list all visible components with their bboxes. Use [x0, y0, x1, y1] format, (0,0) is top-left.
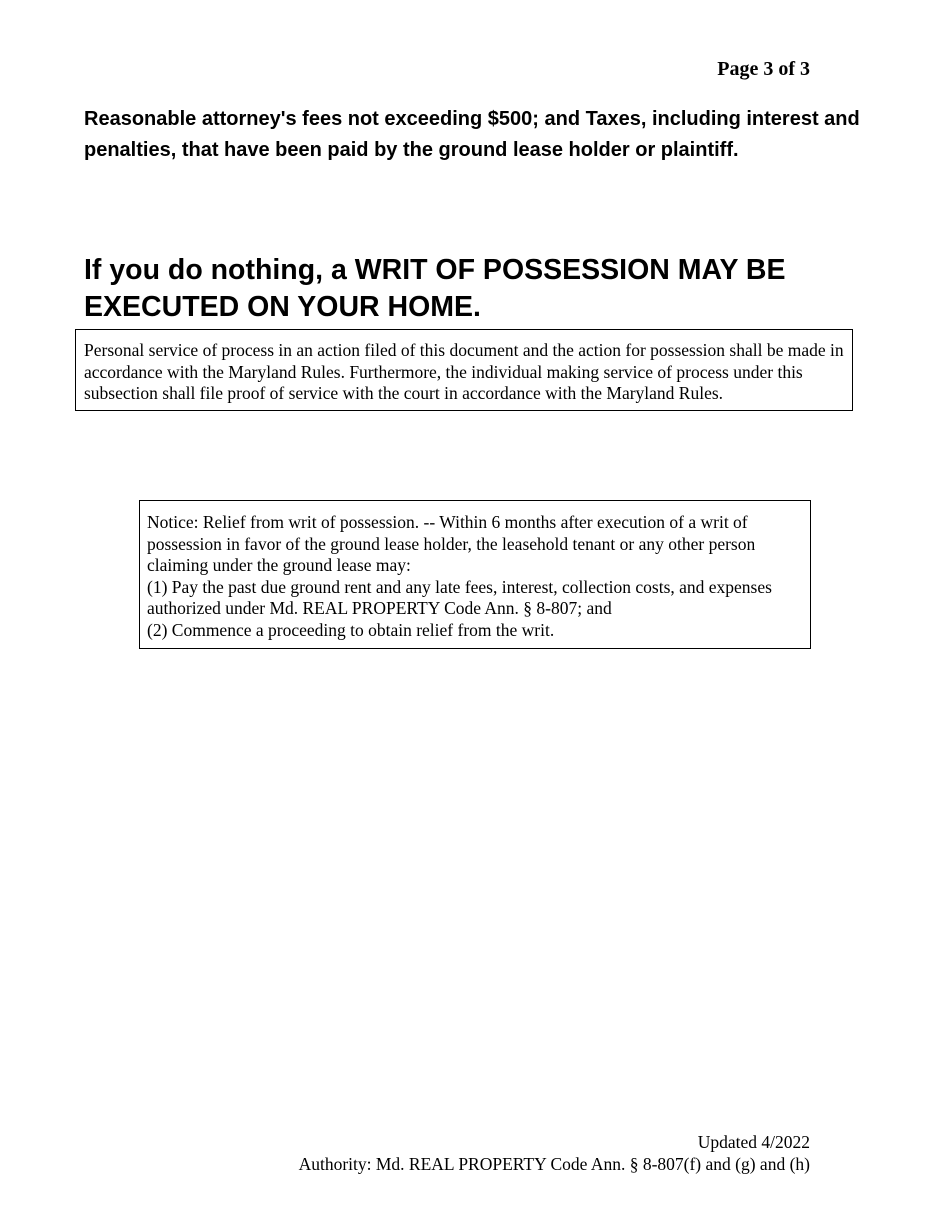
relief-notice-item: (2) Commence a proceeding to obtain relief from the writ.	[147, 619, 555, 640]
footer	[200, 1131, 810, 1175]
relief-notice-box	[139, 500, 811, 649]
service-of-process-box	[75, 329, 853, 411]
relief-notice-item: (1) Pay the past due ground rent and any late fees, interest, collection costs, and expenses authorized under Md. REAL PROPERTY Code Ann. § 8-807; and	[147, 576, 772, 618]
updated-date: Updated 4/2022	[697, 1132, 810, 1152]
writ-warning-heading: If you do nothing, a WRIT OF POSSESSION MAY BE EXECUTED ON YOUR HOME.	[84, 254, 786, 323]
fees-paragraph: Reasonable attorney's fees not exceeding $500; and Taxes, including interest and penalties, that have been paid by the ground lease holder or plaintiff.	[84, 108, 860, 161]
authority-citation: Authority: Md. REAL PROPERTY Code Ann. § 8-807(f) and (g) and (h)	[298, 1154, 810, 1174]
relief-notice-intro: Notice: Relief from writ of possession. -- Within 6 months after execution of a writ of possession in favor of the ground lease holder, the leasehold tenant or any other person claiming under the ground lease may:	[147, 512, 756, 575]
page-number: Page 3 of 3	[717, 58, 810, 80]
service-of-process-text: Personal service of process in an action filed of this document and the action for possession shall be made in accordance with the Maryland Rules. Furthermore, the individual making service of process under this subsection shall file proof of service with the court in accordance with the Maryland Rules.	[84, 340, 844, 403]
